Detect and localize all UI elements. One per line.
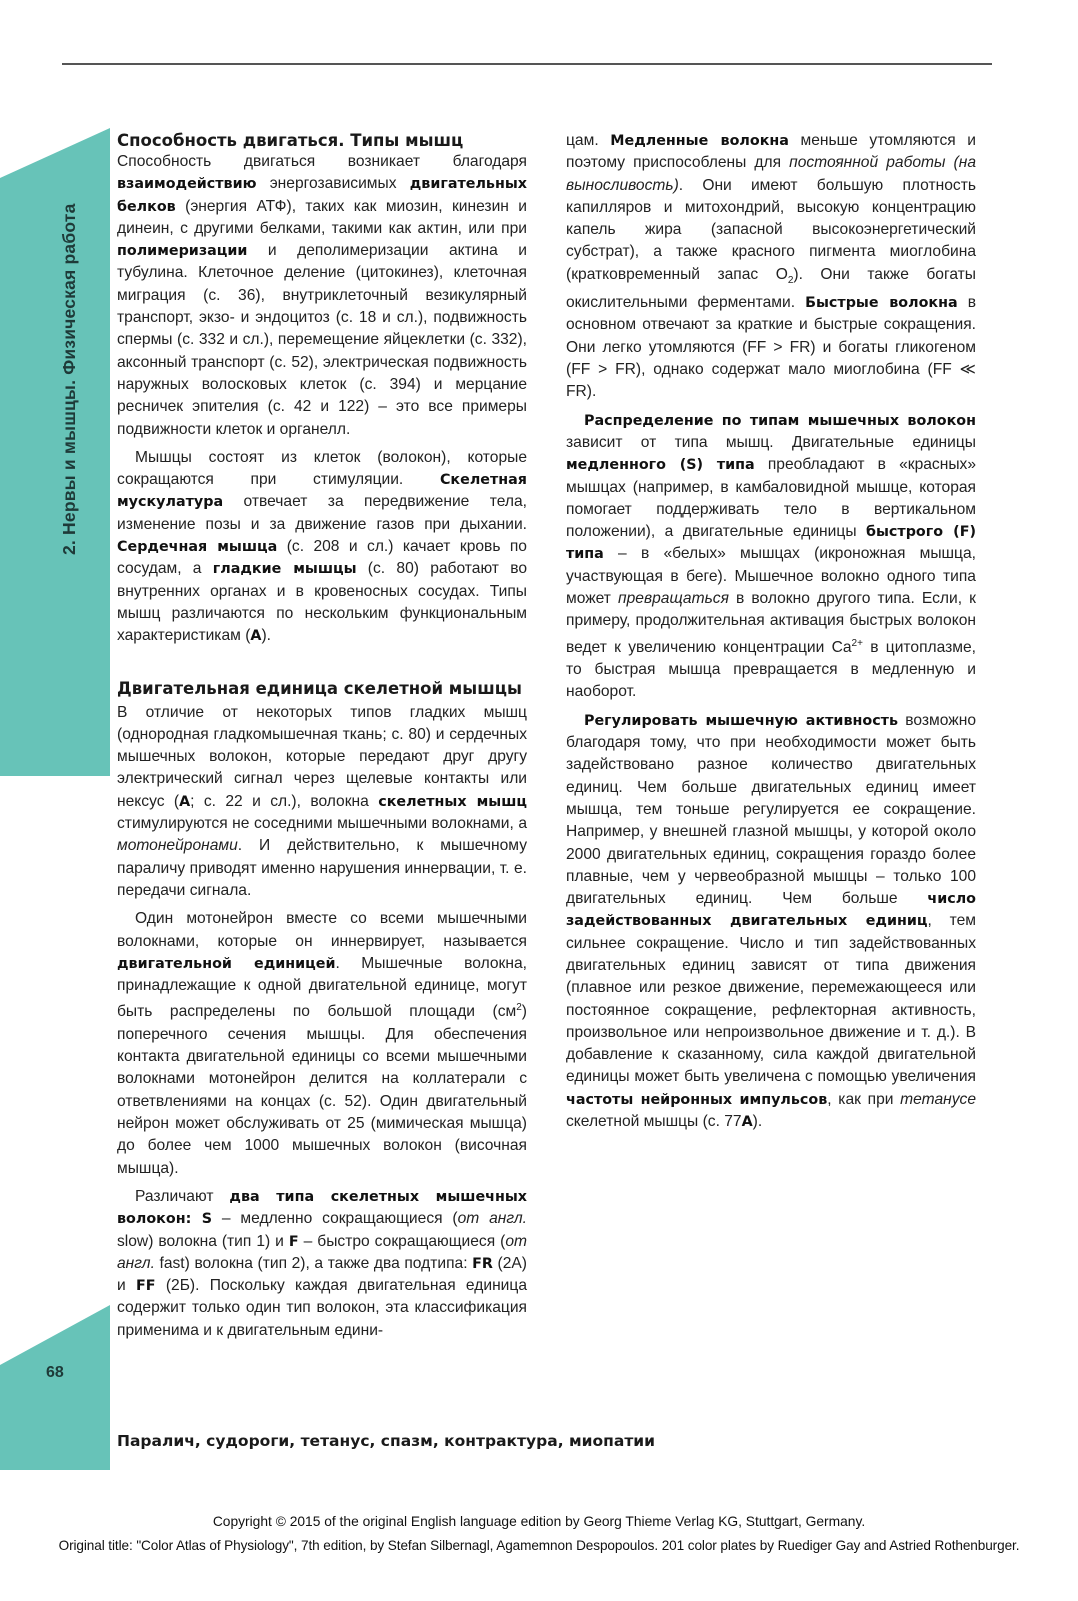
paragraph-fiber-distribution: Распределение по типам мышечных волокон зависит от типа мышц. Двигательные единицы медленного (S) типа преобладают в «красных» мышцах (например, в камбаловидной мышце, которая помогает поддерживать тело в вертикальном положении), а двигательные единицы быстрого (F) типа – в «белых» мышцах (икроножная мышца, участвующая в беге). Мышечное волокно одного типа может превращаться в волокно другого типа. Если, к примеру, продолжительная активация быстрых волокон ведет к увеличению концентрации $Ca^{2+}$ в цитоплазме, то быстрая мышца превращается в медленную и наоборот. — [566, 412, 977, 701]
side-tab-shape — [0, 128, 110, 776]
paragraph-muscle-types: Мышцы состоят из клеток (волокон), которые сокращаются при стимуляции. Скелетная мускулатура отвечает за передвижение тела, изменение позы и за движение газов при дыхании. Сердечная мышца (с. 208 и сл.) качает кровь по сосудам, а гладкие мышцы (с. 80) работают во внутренних органах и в кровеносных сосудах. Типы мышц различаются по нескольким функциональным характеристикам (A). — [117, 448, 527, 645]
heading-motor-unit: Двигательная единица скелетной мышцы — [117, 678, 522, 698]
paragraph-motor-unit-definition: Один мотонейрон вместе со всеми мышечными волокнами, которые он иннервирует, называется двигательной единицей. Мышечные волокна, принадлежащие к одной двигательной единице, могут быть распределены по большой площади $(см^2)$ поперечного сечения мышцы. Для обеспечения контакта двигательной единицы со всеми мышечными волокнами мотонейрон делится на коллатерали с ответвлениями на концах (с. 52). Один двигательный нейрон может обслуживать от 25 (мимическая мышца) до более чем 1000 мышечных волокон (височная мышца). — [117, 910, 527, 1177]
paragraph-motor-unit-intro: В отличие от некоторых типов гладких мышц (однородная гладкомышечная ткань; с. 80) и сердечных мышечных волокон, которые передают друг другу электрический сигнал через щелевые контакты или нексус (A; с. 22 и сл.), волокна скелетных мышц стимулируются не соседними мышечными волокнами, а мотонейронами. И действительно, к мышечному параличу приводят именно нарушения иннервации, т. е. передачи сигнала. — [117, 703, 527, 899]
paragraph-fiber-types: Различают два типа скелетных мышечных волокон: S – медленно сокращающиеся (от англ. slow) волокна (тип 1) и F – быстро сокращающиеся (от англ. fast) волокна (тип 2), а также два подтипа: FR (2A) и FF (2Б). Поскольку каждая двигательная единица содержит только один тип волокон, эта классификация применима и к двигательным едини- — [117, 1187, 528, 1339]
copyright-line: Copyright © 2015 of the original English language edition by Georg Thieme Verlag KG, Stuttgart, Germany. — [212, 1514, 866, 1529]
left-column — [117, 130, 527, 1342]
right-column — [566, 130, 976, 1133]
paragraph-regulation: Регулировать мышечную активность возможно благодаря тому, что при необходимости может быть задействовано разное количество двигательных единиц. Чем больше двигательных единиц имеет мышца, тем тоньше регулируется ее сокращение. Например, у внешней глазной мышцы, у которой около 2000 двигательных единиц, сокращения гораздо более плавные, чем у червеобразной мышцы – только 100 двигательных единиц. Чем больше число задействованных двигательных единиц, тем сильнее сокращение. Число и тип задействованных двигательных единиц зависят от типа движения (плавное или резкое движение, перемежающееся или постоянное сокращение, рефлекторная активность, произвольное или непроизвольное движение и т. д.). В добавление к сказанному, сила каждой двигательной единицы может быть увеличена с помощью увеличения частоты нейронных импульсов, как при тетанусе скелетной мышцы (с. 77A). — [566, 711, 976, 1131]
keywords-line: Паралич, судороги, тетанус, спазм, контрактура, миопатии — [117, 1432, 656, 1450]
side-tab-band — [0, 128, 110, 776]
top-rule — [62, 63, 992, 65]
page-number: 68 — [46, 1364, 64, 1381]
page-tab-shape — [0, 1305, 110, 1470]
section-title-vertical: 2. Нервы и мышцы. Физическая работа — [59, 203, 79, 555]
paragraph-slow-fast-fibers: цам. Медленные волокна меньше утомляются и поэтому приспособлены для постоянной работы (на выносливость). Они имеют большую плотность капилляров и митохондрий, высокую концентрацию капель жира (запасной высокоэнергетический субстрат), а также красного пигмента миоглобина (кратковременный запас $O_2$). Они также богаты окислительными ферментами. Быстрые волокна в основном отвечают за краткие и быстрые сокращения. Они легко утомляются (FF > FR) и богаты гликогеном (FF > FR), однако содержат мало миоглобина (FF ≪ FR). — [566, 132, 976, 401]
page-number-tab — [0, 1305, 110, 1470]
original-title-line: Original title: "Color Atlas of Physiology", 7th edition, by Stefan Silbernagl, Agamemnon Despopoulos. 201 color plates by Ruediger Gay and Astried Rothenburger. — [58, 1538, 1020, 1553]
heading-motility: Способность двигаться. Типы мышц — [117, 131, 464, 150]
paragraph-motility: Способность двигаться возникает благодаря взаимодействию энергозависимых двигательных белков (энергия АТФ), таких как миозин, кинезин и динеин, с другими белками, такими как актин, или при полимеризации и деполимеризации актина и тубулина. Клеточное деление (цитокинез), клеточная миграция (с. 36), внутриклеточный везикулярный транспорт, экзо- и эндоцитоз (с. 18 и сл.), подвижность спермы (с. 332 и сл.), перемещение яйцеклетки (с. 332), аксонный транспорт (с. 52), электрическая подвижность наружных волосковых клеток (с. 394) и мерцание ресничек эпителия (с. 42 и 122) – это все примеры подвижности клеток и органелл. — [117, 153, 527, 438]
